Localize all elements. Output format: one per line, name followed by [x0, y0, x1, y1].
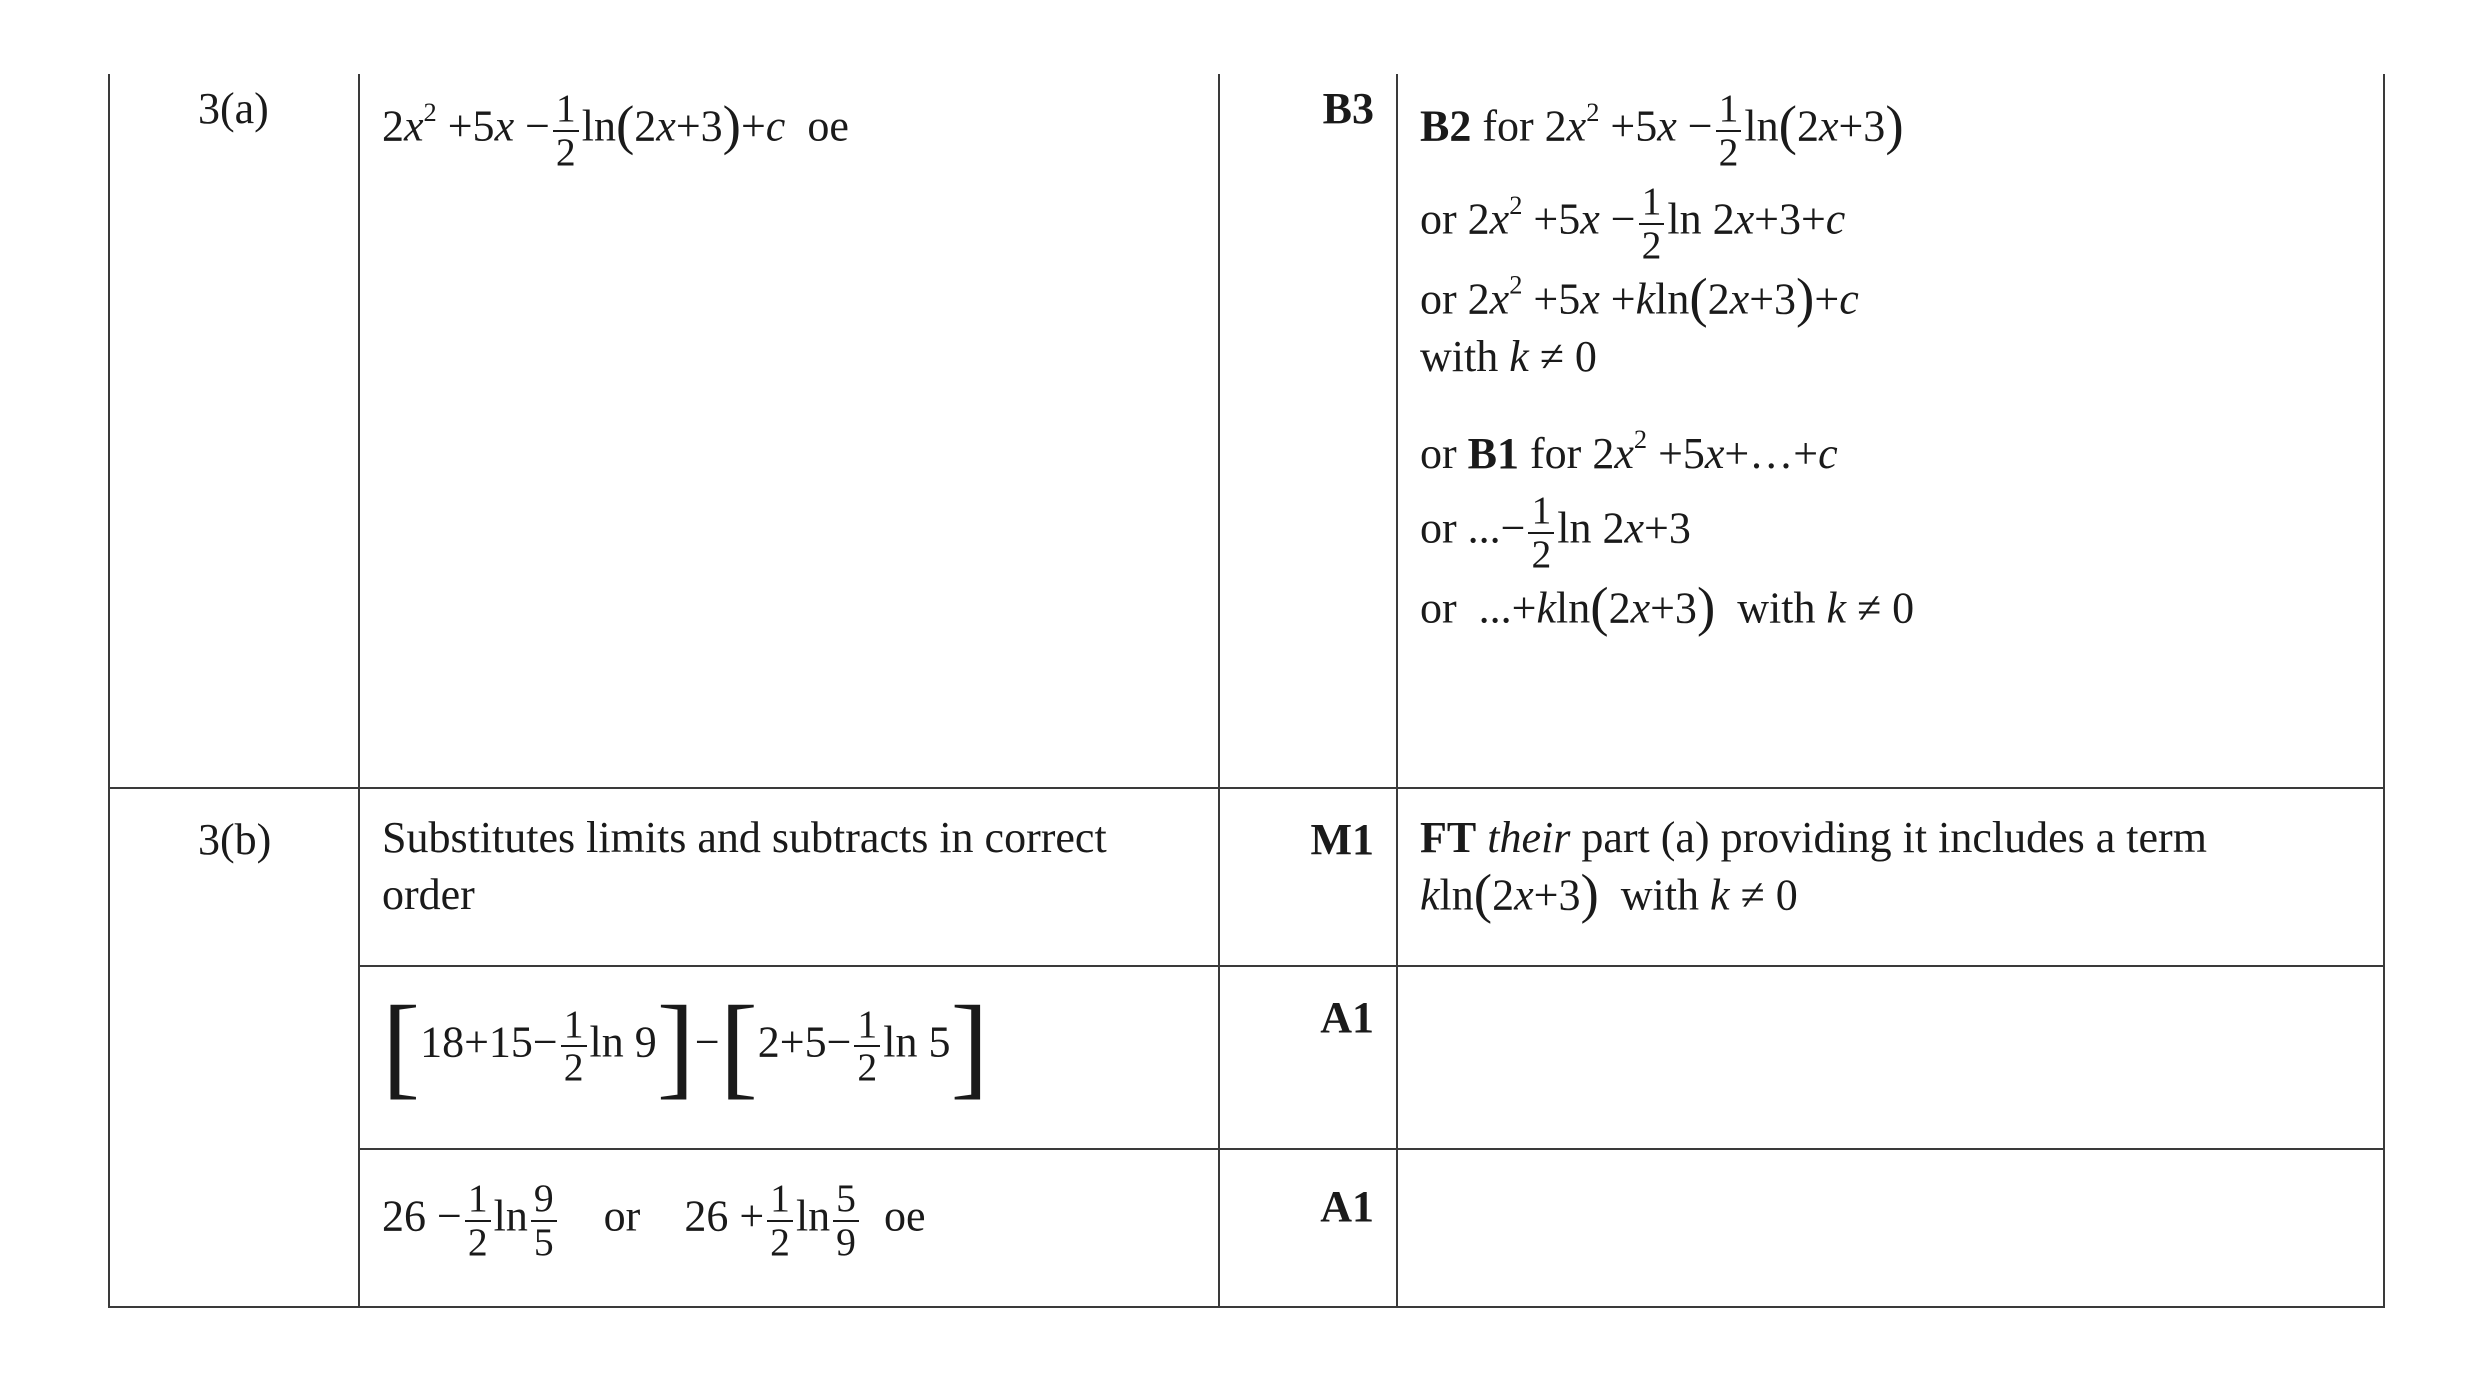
guidance-line-or-3: or ...− $\frac{1}{2}$ ln 2x+3 — [1420, 488, 1691, 576]
answer-expression: 26 − $\frac{1}{2}$ ln $\frac{9}{5}$ or 26 + $\frac{1}{2}$ ln $\frac{5}{9}$ oe — [382, 1176, 926, 1264]
question-number: 3(a) — [198, 84, 269, 133]
guidance-text — [1398, 967, 2383, 981]
table-row-3a — [109, 74, 2384, 788]
oe-label: oe — [807, 101, 849, 151]
answer-cell — [359, 74, 1219, 788]
guidance-line-with-k: with k ≠ 0 — [1420, 331, 1597, 381]
guidance-line-or-1: or $2x^2 +5x$ − $\frac{1}{2}$ ln 2x+3+c — [1420, 179, 1846, 267]
guidance-cell — [1397, 966, 2384, 1149]
table-row-3b-m1 — [109, 788, 2384, 966]
answer-cell — [359, 1149, 1219, 1307]
table-row-3b-a1-first — [109, 966, 2384, 1149]
guidance-cell — [1397, 74, 2384, 788]
question-cell — [109, 788, 359, 1307]
guidance-line-or-4: or ...+kln(2x+3) with k ≠ 0 — [1420, 576, 1915, 638]
mark-cell — [1219, 966, 1397, 1149]
mark-cell — [1219, 1149, 1397, 1307]
answer-cell — [359, 966, 1219, 1149]
mark-cell — [1219, 788, 1397, 966]
mark-label: A1 — [1320, 1182, 1374, 1231]
mark-label: A1 — [1320, 993, 1374, 1042]
guidance-line-or-2: or $2x^2 +5x +kln(2x+3)+c$ — [1420, 267, 1859, 329]
question-cell — [109, 74, 359, 788]
mark-label: B3 — [1322, 84, 1374, 133]
answer-cell — [359, 788, 1219, 966]
fraction: $\frac{1}{2}$ — [553, 88, 579, 173]
guidance-cell — [1397, 788, 2384, 966]
guidance-text: FT their part (a) providing it includes a term kln(2x+3) with k ≠ 0 — [1420, 813, 2207, 925]
table-row-3b-a1-second — [109, 1149, 2384, 1307]
mark-label: M1 — [1310, 815, 1374, 864]
mark-scheme-table — [108, 74, 2385, 1308]
answer-expression: [18+15− $\frac{1}{2}$ ln 9]−[2+5− $\frac{1}{2}$ ln 5] — [382, 982, 989, 1109]
guidance-text — [1398, 74, 2383, 637]
guidance-cell — [1397, 1149, 2384, 1307]
question-number: 3(b) — [198, 815, 272, 864]
guidance-line-b2: B2 for $2x^2 +5x$ − $\frac{1}{2}$ ln(2x+3) — [1420, 86, 1904, 174]
answer-expression: $2x^2 +5x$ − $\frac{1}{2}$ ln(2x+3)+c oe — [382, 86, 849, 174]
guidance-text — [1398, 1150, 2383, 1164]
answer-text: Substitutes limits and subtracts in correct order — [382, 813, 1107, 920]
mark-cell — [1219, 74, 1397, 788]
guidance-line-b1: or B1 for $2x^2$ +5x+…+c — [1420, 424, 1838, 478]
